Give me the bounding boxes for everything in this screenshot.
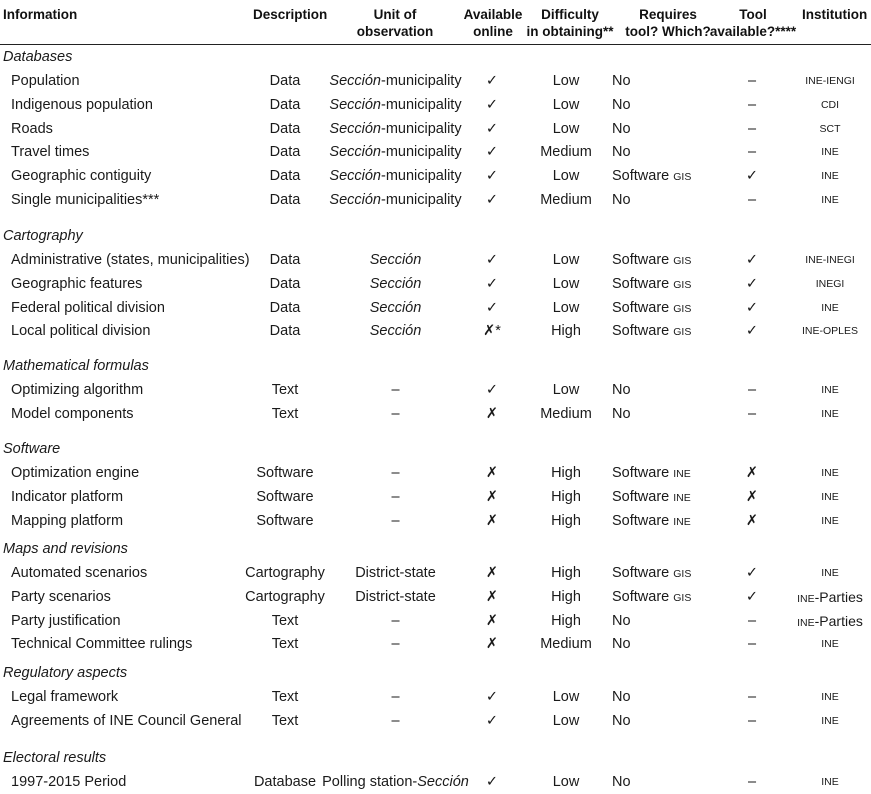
- cell-information: Mapping platform: [11, 512, 124, 529]
- requires-text: No: [612, 612, 631, 629]
- cell-description: Data: [269, 252, 301, 268]
- table-row: [0, 296, 871, 320]
- cell-institution: INEGI: [815, 277, 845, 290]
- cell-requires: [612, 709, 712, 733]
- requires-text: No: [612, 120, 631, 137]
- header-unit-line2: observation: [356, 24, 434, 39]
- section-heading: Mathematical formulas: [3, 358, 149, 374]
- unit-rest: –: [391, 712, 400, 729]
- requires-text: Software: [612, 275, 670, 292]
- cell-difficulty: Medium: [540, 405, 592, 422]
- cell-unit: [318, 69, 473, 93]
- unit-italic: Sección: [329, 192, 381, 208]
- section-heading: Cartography: [3, 228, 83, 244]
- cell-unit: [318, 164, 473, 188]
- cell-tool: –: [747, 774, 757, 790]
- cell-tool: ✓: [745, 565, 759, 581]
- table-row: [0, 561, 871, 585]
- unit-rest: -municipality: [381, 120, 462, 137]
- cell-description: Text: [271, 689, 299, 705]
- requires-text: Software: [612, 252, 670, 268]
- cell-online: ✓: [485, 168, 499, 185]
- cell-description: Cartography: [245, 565, 325, 581]
- cell-information: Indicator platform: [11, 488, 124, 505]
- cell-unit: [318, 402, 473, 426]
- table-row: [0, 164, 871, 188]
- cell-difficulty: Medium: [540, 144, 592, 161]
- unit-rest: -municipality: [381, 144, 462, 161]
- cell-tool: –: [747, 144, 757, 161]
- cell-online: ✗: [485, 465, 499, 481]
- requires-tag: INE: [673, 468, 691, 480]
- cell-online: ✓: [485, 689, 499, 705]
- section-heading: Databases: [3, 49, 73, 65]
- cell-difficulty: High: [551, 565, 581, 581]
- cell-difficulty: Low: [552, 120, 580, 137]
- cell-description: Data: [269, 323, 301, 340]
- table-header: [0, 0, 871, 45]
- cell-online: ✗: [485, 405, 499, 422]
- cell-unit: [318, 585, 473, 609]
- header-institution: Institution: [802, 7, 868, 22]
- table-row: [0, 248, 871, 272]
- cell-unit: [318, 485, 473, 509]
- requires-text: Software: [612, 168, 670, 185]
- requires-tag: INE: [673, 491, 691, 504]
- requires-tag: GIS: [673, 302, 692, 315]
- cell-unit: [318, 296, 473, 320]
- unit-rest: –: [391, 405, 400, 422]
- cell-institution: INE: [821, 407, 839, 420]
- cell-difficulty: Low: [552, 774, 580, 790]
- section-heading: Software: [3, 441, 61, 457]
- header-difficulty-line2: in obtaining**: [526, 24, 614, 39]
- cell-description: Data: [269, 299, 301, 316]
- cell-online: ✗: [485, 512, 499, 529]
- cell-tool: –: [747, 120, 757, 137]
- cell-requires: [612, 509, 712, 533]
- cell-requires: [612, 632, 712, 656]
- cell-online: ✗*: [483, 323, 501, 340]
- section-heading: Electoral results: [3, 750, 107, 766]
- unit-italic: Sección: [369, 323, 422, 340]
- unit-italic: Sección: [329, 120, 381, 137]
- cell-institution: INE-IENGI: [805, 75, 855, 87]
- requires-text: No: [612, 405, 631, 422]
- table-row: [0, 770, 871, 794]
- cell-unit: [318, 93, 473, 117]
- cell-description: Text: [271, 405, 299, 422]
- cell-difficulty: Low: [552, 382, 580, 398]
- header-requires: [622, 6, 714, 40]
- cell-description: Text: [271, 612, 299, 629]
- cell-unit: [318, 117, 473, 141]
- cell-online: ✓: [485, 712, 499, 729]
- cell-tool: ✗: [745, 512, 759, 529]
- cell-difficulty: Low: [552, 712, 580, 729]
- requires-tag: INE: [673, 515, 691, 528]
- cell-requires: [612, 585, 712, 609]
- cell-difficulty: Low: [552, 73, 580, 89]
- institution-suffix: -Parties: [814, 588, 863, 605]
- cell-description: Cartography: [245, 588, 325, 605]
- cell-requires: [612, 188, 712, 212]
- cell-online: ✓: [485, 382, 499, 398]
- cell-online: ✓: [485, 299, 499, 316]
- cell-difficulty: High: [551, 512, 581, 529]
- cell-information: Geographic features: [11, 275, 143, 292]
- cell-unit: [318, 461, 473, 485]
- cell-description: Software: [256, 488, 314, 505]
- requires-tag: GIS: [673, 255, 692, 267]
- cell-online: ✗: [485, 488, 499, 505]
- cell-online: ✗: [485, 612, 499, 629]
- cell-information: Model components: [11, 405, 134, 422]
- table-row: [0, 188, 871, 212]
- cell-requires: [612, 93, 712, 117]
- table-row: [0, 585, 871, 609]
- requires-text: Software: [612, 488, 670, 505]
- cell-information: Roads: [11, 120, 53, 137]
- header-unit: [345, 6, 445, 40]
- institution-suffix: -Parties: [814, 612, 863, 629]
- cell-description: Software: [256, 512, 314, 529]
- cell-unit: [318, 685, 473, 709]
- unit-rest: –: [391, 612, 400, 629]
- cell-description: Data: [269, 96, 301, 113]
- cell-unit: [318, 632, 473, 656]
- cell-description: Data: [269, 168, 301, 185]
- cell-information: Party justification: [11, 612, 121, 629]
- cell-institution: INE-OPLES: [801, 325, 859, 338]
- cell-unit: [318, 319, 473, 343]
- cell-online: ✓: [485, 774, 499, 790]
- cell-unit: [318, 272, 473, 296]
- section-heading: Regulatory aspects: [3, 665, 128, 681]
- cell-institution: INE: [821, 384, 839, 396]
- header-difficulty-line1: Difficulty: [541, 7, 599, 22]
- unit-rest: -municipality: [381, 73, 462, 89]
- cell-unit: [318, 609, 473, 633]
- cell-description: Data: [269, 73, 301, 89]
- header-requires-line2: tool? Which?: [625, 24, 711, 39]
- requires-text: Software: [612, 565, 670, 581]
- table-row: [0, 117, 871, 141]
- cell-online: ✓: [485, 144, 499, 161]
- cell-difficulty: High: [551, 488, 581, 505]
- requires-text: Software: [612, 588, 670, 605]
- cell-unit: [318, 561, 473, 585]
- cell-difficulty: High: [551, 612, 581, 629]
- unit-rest: –: [391, 512, 400, 529]
- table-row: [0, 632, 871, 656]
- cell-institution: INE: [821, 776, 839, 788]
- cell-tool: –: [747, 192, 757, 208]
- cell-information: Federal political division: [11, 299, 165, 316]
- cell-tool: ✓: [745, 323, 759, 340]
- table-row: [0, 140, 871, 164]
- requires-text: No: [612, 73, 631, 89]
- cell-unit: [318, 509, 473, 533]
- cell-tool: –: [747, 612, 757, 629]
- cell-information: Single municipalities***: [11, 192, 160, 208]
- unit-italic: Sección: [329, 73, 381, 89]
- requires-tag: GIS: [673, 326, 692, 339]
- table-row: [0, 319, 871, 343]
- unit-rest: -municipality: [381, 192, 462, 208]
- requires-text: Software: [612, 299, 670, 316]
- cell-requires: [612, 248, 712, 272]
- cell-online: ✓: [485, 73, 499, 89]
- unit-italic: Sección: [369, 275, 422, 292]
- cell-description: Text: [271, 636, 299, 653]
- cell-information: Administrative (states, municipalities): [11, 252, 250, 268]
- cell-information: Population: [11, 73, 80, 89]
- header-tool-line2: available?****: [709, 24, 797, 39]
- cell-information: Automated scenarios: [11, 565, 148, 581]
- header-tool: [708, 6, 798, 40]
- cell-difficulty: Low: [552, 168, 580, 185]
- requires-text: No: [612, 96, 631, 113]
- header-tool-line1: Tool: [739, 7, 767, 22]
- cell-requires: [612, 561, 712, 585]
- cell-difficulty: Medium: [540, 636, 592, 653]
- cell-online: ✓: [485, 275, 499, 292]
- cell-unit: [318, 188, 473, 212]
- unit-rest: -municipality: [381, 168, 462, 185]
- cell-tool: ✓: [745, 275, 759, 292]
- cell-online: ✗: [485, 588, 499, 605]
- cell-tool: –: [747, 96, 757, 113]
- unit-rest: -municipality: [381, 96, 462, 113]
- unit-rest: –: [391, 382, 400, 398]
- unit-rest: District-state: [355, 588, 436, 605]
- cell-information: Legal framework: [11, 689, 119, 705]
- requires-tag: GIS: [673, 591, 692, 604]
- cell-online: ✗: [485, 565, 499, 581]
- cell-requires: [612, 296, 712, 320]
- cell-institution: INE: [821, 714, 839, 727]
- cell-online: ✗: [485, 636, 499, 653]
- cell-tool: –: [747, 405, 757, 422]
- table-row: [0, 709, 871, 733]
- cell-unit: [318, 770, 473, 794]
- cell-information: Technical Committee rulings: [11, 636, 193, 653]
- cell-unit: [318, 709, 473, 733]
- header-requires-line1: Requires: [639, 7, 697, 22]
- cell-information: Agreements of INE Council General: [11, 712, 242, 729]
- header-description: Description: [253, 7, 328, 22]
- header-online-line2: online: [473, 24, 513, 39]
- cell-institution: [790, 585, 870, 609]
- institution-code: INE: [797, 592, 815, 605]
- unit-prefix: Polling station-: [322, 774, 418, 790]
- unit-italic: Sección: [369, 299, 422, 316]
- cell-difficulty: Medium: [540, 192, 592, 208]
- requires-text: No: [612, 774, 631, 790]
- table-row: [0, 402, 871, 426]
- cell-tool: ✓: [745, 588, 759, 605]
- cell-difficulty: High: [551, 323, 581, 340]
- cell-requires: [612, 685, 712, 709]
- requires-text: No: [612, 144, 631, 161]
- requires-text: No: [612, 382, 631, 398]
- cell-online: ✓: [485, 192, 499, 208]
- cell-difficulty: Low: [552, 299, 580, 316]
- cell-difficulty: Low: [552, 96, 580, 113]
- cell-institution: INE: [821, 194, 839, 206]
- unit-rest: District-state: [355, 565, 436, 581]
- cell-institution: INE: [821, 467, 839, 479]
- requires-tag: GIS: [673, 568, 692, 580]
- cell-tool: ✗: [745, 488, 759, 505]
- cell-requires: [612, 117, 712, 141]
- cell-institution: INE: [821, 490, 839, 503]
- table-row: [0, 685, 871, 709]
- cell-institution: CDI: [820, 98, 840, 111]
- unit-italic: Sección: [369, 252, 422, 268]
- cell-tool: ✗: [745, 465, 759, 481]
- requires-text: No: [612, 636, 631, 653]
- requires-text: Software: [612, 512, 670, 529]
- requires-text: No: [612, 689, 631, 705]
- table-row: [0, 272, 871, 296]
- cell-institution: SCT: [819, 122, 841, 135]
- cell-requires: [612, 69, 712, 93]
- cell-online: ✓: [485, 96, 499, 113]
- requires-text: Software: [612, 465, 670, 481]
- cell-information: 1997-2015 Period: [11, 774, 127, 790]
- cell-institution: INE: [821, 691, 839, 703]
- cell-institution: INE: [821, 514, 839, 527]
- cell-institution: INE: [821, 638, 839, 651]
- requires-tag: GIS: [673, 171, 692, 184]
- cell-tool: –: [747, 382, 757, 398]
- table-row: [0, 378, 871, 402]
- unit-italic: Sección: [329, 168, 381, 185]
- section-heading: Maps and revisions: [3, 541, 128, 557]
- unit-rest: –: [391, 689, 400, 705]
- cell-information: Optimization engine: [11, 465, 140, 481]
- table-row: [0, 609, 871, 633]
- institution-code: INE: [797, 616, 815, 629]
- cell-description: Data: [269, 192, 301, 208]
- cell-difficulty: Low: [552, 252, 580, 268]
- cell-tool: –: [747, 689, 757, 705]
- unit-rest: –: [391, 488, 400, 505]
- cell-difficulty: Low: [552, 275, 580, 292]
- cell-description: Software: [256, 465, 314, 481]
- cell-online: ✓: [485, 252, 499, 268]
- cell-institution: INE-INEGI: [805, 254, 855, 266]
- requires-tag: GIS: [673, 278, 692, 291]
- cell-tool: ✓: [745, 168, 759, 185]
- table-row: [0, 485, 871, 509]
- cell-description: Data: [269, 120, 301, 137]
- cell-difficulty: Low: [552, 689, 580, 705]
- cell-requires: [612, 770, 712, 794]
- cell-tool: ✓: [745, 252, 759, 268]
- cell-information: Travel times: [11, 144, 90, 161]
- cell-requires: [612, 485, 712, 509]
- cell-description: Text: [271, 712, 299, 729]
- cell-requires: [612, 609, 712, 633]
- unit-italic: Sección: [417, 774, 469, 790]
- table-row: [0, 509, 871, 533]
- cell-unit: [318, 140, 473, 164]
- cell-requires: [612, 378, 712, 402]
- table-row: [0, 93, 871, 117]
- requires-text: Software: [612, 323, 670, 340]
- cell-description: Database: [253, 774, 317, 790]
- cell-requires: [612, 402, 712, 426]
- cell-institution: INE: [821, 567, 839, 579]
- cell-tool: ✓: [745, 299, 759, 316]
- cell-information: Local political division: [11, 323, 151, 340]
- cell-description: Data: [269, 144, 301, 161]
- unit-rest: –: [391, 465, 400, 481]
- cell-requires: [612, 461, 712, 485]
- header-online: [458, 6, 528, 40]
- cell-institution: [790, 609, 870, 633]
- cell-online: ✓: [485, 120, 499, 137]
- cell-requires: [612, 140, 712, 164]
- cell-institution: INE: [821, 301, 839, 314]
- cell-description: Text: [271, 382, 299, 398]
- cell-requires: [612, 272, 712, 296]
- unit-italic: Sección: [329, 96, 381, 113]
- table-row: [0, 69, 871, 93]
- cell-requires: [612, 164, 712, 188]
- cell-difficulty: High: [551, 465, 581, 481]
- cell-tool: –: [747, 73, 757, 89]
- unit-rest: –: [391, 636, 400, 653]
- cell-institution: INE: [821, 170, 839, 183]
- cell-unit: [318, 378, 473, 402]
- header-information: Information: [3, 7, 78, 22]
- requires-text: No: [612, 712, 631, 729]
- table-row: [0, 461, 871, 485]
- cell-tool: –: [747, 636, 757, 653]
- header-difficulty: [520, 6, 620, 40]
- cell-information: Indigenous population: [11, 96, 153, 113]
- cell-information: Geographic contiguity: [11, 168, 152, 185]
- header-unit-line1: Unit of: [373, 7, 417, 22]
- cell-institution: INE: [821, 146, 839, 159]
- cell-unit: [318, 248, 473, 272]
- cell-information: Party scenarios: [11, 588, 111, 605]
- cell-tool: –: [747, 712, 757, 729]
- cell-information: Optimizing algorithm: [11, 382, 144, 398]
- requires-text: No: [612, 192, 631, 208]
- header-online-line1: Available: [463, 7, 523, 22]
- cell-requires: [612, 319, 712, 343]
- unit-italic: Sección: [329, 144, 381, 161]
- cell-description: Data: [269, 275, 301, 292]
- cell-difficulty: High: [551, 588, 581, 605]
